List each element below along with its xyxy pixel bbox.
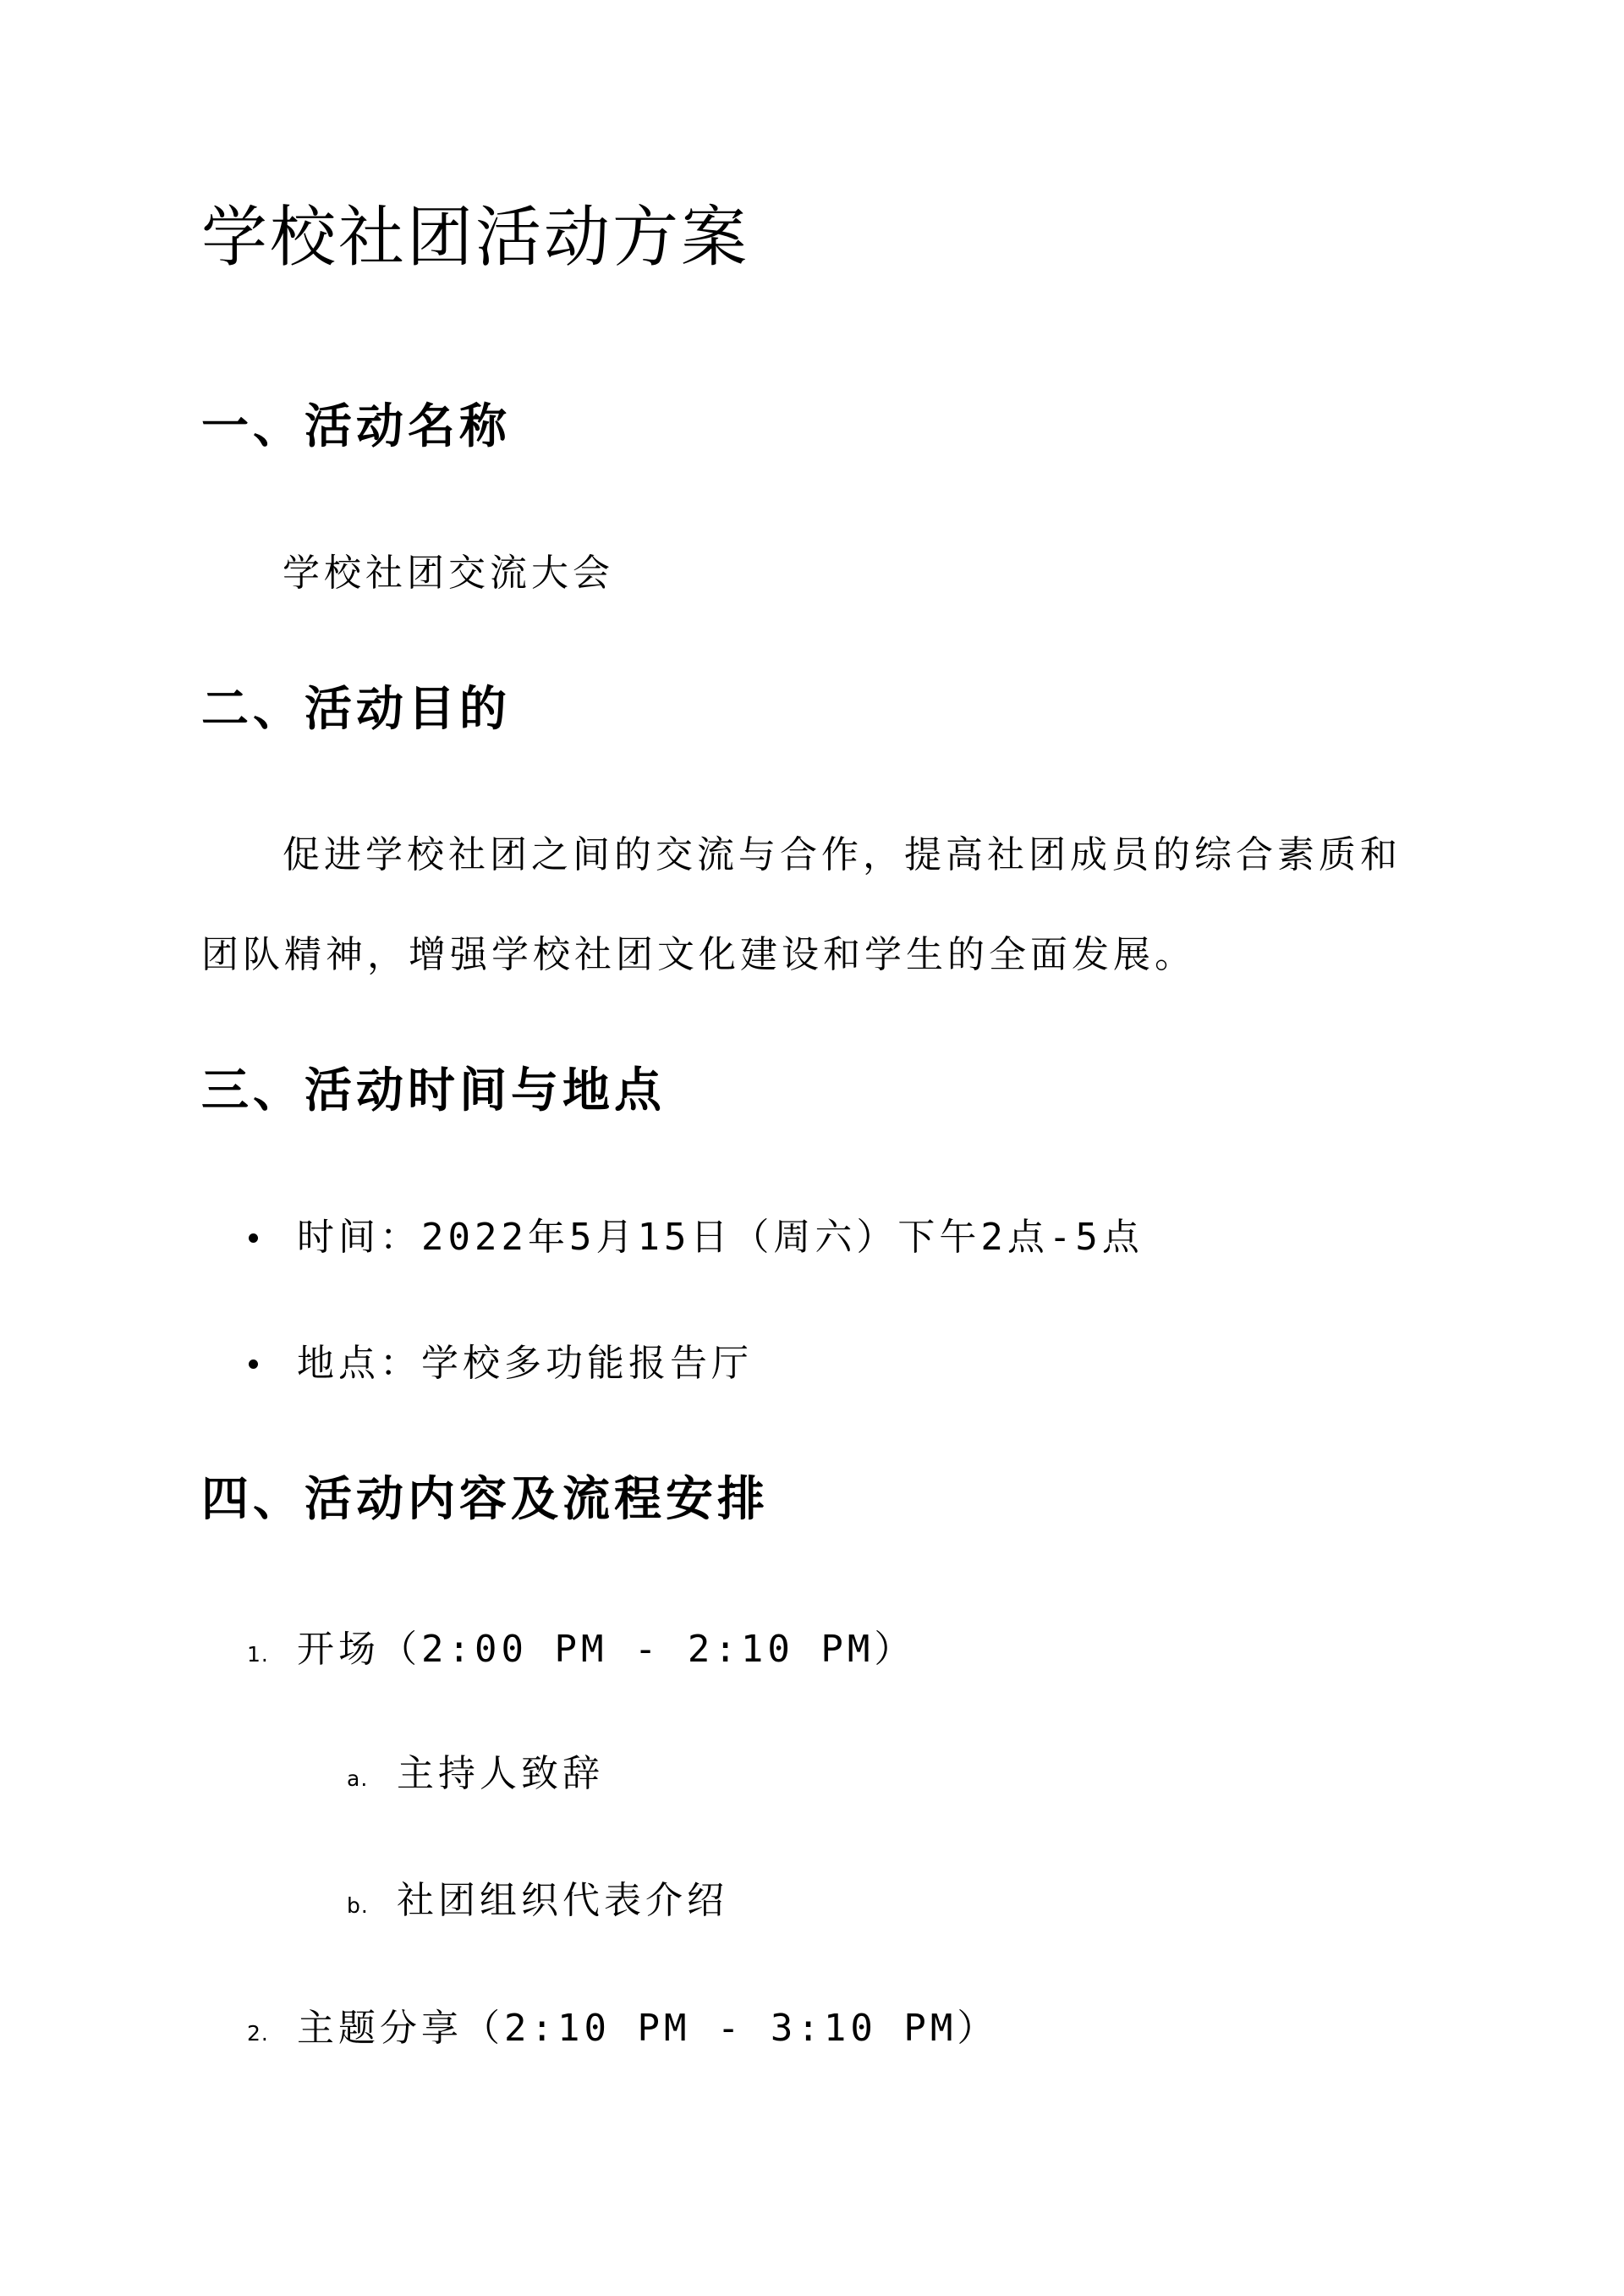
sub-list-item-host-speech xyxy=(347,1744,604,1804)
section-heading-content-and-schedule: 四、活动内容及流程安排 xyxy=(201,1471,769,1527)
sub-list-letter-marker: a. xyxy=(347,1766,369,1791)
list-item-text: 主题分享（2:10 PM - 3:10 PM） xyxy=(297,2007,999,2050)
document-title: 学校社团活动方案 xyxy=(201,200,750,276)
list-item-text: 开场（2:00 PM - 2:10 PM） xyxy=(297,1628,916,1671)
list-item-text: 地点：学校多功能报告厅 xyxy=(297,1342,753,1385)
activity-purpose-paragraph: 促进学校社团之间的交流与合作，提高社团成员的综合素质和团队精神，增强学校社团文化建设和学生的全面发展。 xyxy=(201,833,1402,976)
list-number-marker: 2. xyxy=(247,2021,269,2046)
list-item-time xyxy=(247,1208,1144,1267)
list-item-text: 时间：2022年5月15日（周六）下午2点-5点 xyxy=(297,1216,1144,1259)
sub-list-item-club-introduction xyxy=(347,1871,728,1931)
sub-list-item-text: 社团组织代表介绍 xyxy=(397,1879,728,1922)
section-heading-activity-name: 一、活动名称 xyxy=(201,398,511,454)
list-number-marker: 1. xyxy=(247,1642,269,1667)
bullet-marker xyxy=(247,1359,297,1369)
section-heading-time-and-place: 三、活动时间与地点 xyxy=(201,1063,666,1118)
list-item-place xyxy=(247,1334,753,1393)
sub-list-letter-marker: b. xyxy=(347,1893,369,1918)
activity-name-text: 学校社团交流大会 xyxy=(283,552,614,595)
bullet-icon xyxy=(249,1359,258,1369)
bullet-icon xyxy=(249,1233,258,1243)
ordered-list-item-opening xyxy=(247,1620,915,1679)
ordered-list-item-theme-sharing xyxy=(247,1999,998,2058)
sub-list-item-text: 主持人致辞 xyxy=(397,1752,604,1795)
section-heading-activity-purpose: 二、活动目的 xyxy=(201,681,511,737)
bullet-marker xyxy=(247,1233,297,1243)
